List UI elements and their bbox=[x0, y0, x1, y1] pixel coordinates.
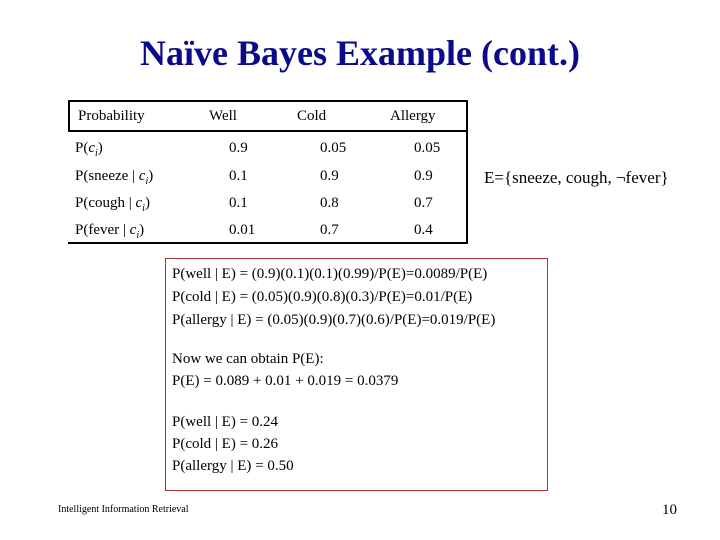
evidence-set: E={sneeze, cough, ¬fever} bbox=[484, 168, 669, 187]
cell-cough-allergy: 0.7 bbox=[414, 195, 433, 211]
cell-prior-well: 0.9 bbox=[229, 140, 248, 156]
header-allergy: Allergy bbox=[390, 108, 436, 124]
posterior-allergy-unnormalized: P(allergy | E) = (0.05)(0.9)(0.7)(0.6)/P(E)=0.019/P(E) bbox=[172, 312, 496, 328]
cell-fever-cold: 0.7 bbox=[320, 222, 339, 238]
row-label-fever: P(fever | $c_i$) bbox=[75, 222, 145, 241]
normalizer-equation: P(E) = 0.089 + 0.01 + 0.019 = 0.0379 bbox=[172, 373, 399, 389]
normalizer-intro: Now we can obtain P(E): bbox=[172, 351, 324, 367]
posterior-well-unnormalized: P(well | E) = (0.9)(0.1)(0.1)(0.99)/P(E)=0.0089/P(E) bbox=[172, 266, 488, 282]
posterior-allergy-final: P(allergy | E) = 0.50 bbox=[172, 458, 294, 474]
cell-fever-well: 0.01 bbox=[229, 222, 256, 238]
page-number: 10 bbox=[662, 502, 677, 518]
header-cold: Cold bbox=[297, 108, 327, 124]
row-label-prior: $P(c_i)$ bbox=[75, 140, 103, 159]
cell-sneeze-allergy: 0.9 bbox=[414, 168, 433, 184]
cell-cough-cold: 0.8 bbox=[320, 195, 339, 211]
cell-cough-well: 0.1 bbox=[229, 195, 248, 211]
header-probability: Probability bbox=[78, 108, 145, 124]
cell-fever-allergy: 0.4 bbox=[414, 222, 433, 238]
cell-prior-cold: 0.05 bbox=[320, 140, 347, 156]
cell-sneeze-cold: 0.9 bbox=[320, 168, 339, 184]
posterior-cold-final: P(cold | E) = 0.26 bbox=[172, 436, 279, 452]
row-label-sneeze: P(sneeze | $c_i$) bbox=[75, 168, 154, 187]
cell-prior-allergy: 0.05 bbox=[414, 140, 441, 156]
header-well: Well bbox=[209, 108, 237, 124]
row-label-cough: P(cough | $c_i$) bbox=[75, 195, 150, 214]
cell-sneeze-well: 0.1 bbox=[229, 168, 248, 184]
footer-course-title: Intelligent Information Retrieval bbox=[58, 504, 189, 515]
posterior-well-final: P(well | E) = 0.24 bbox=[172, 414, 279, 430]
slide-title: Naïve Bayes Example (cont.) bbox=[140, 33, 580, 73]
posterior-cold-unnormalized: P(cold | E) = (0.05)(0.9)(0.8)(0.3)/P(E)=0.01/P(E) bbox=[172, 289, 473, 305]
